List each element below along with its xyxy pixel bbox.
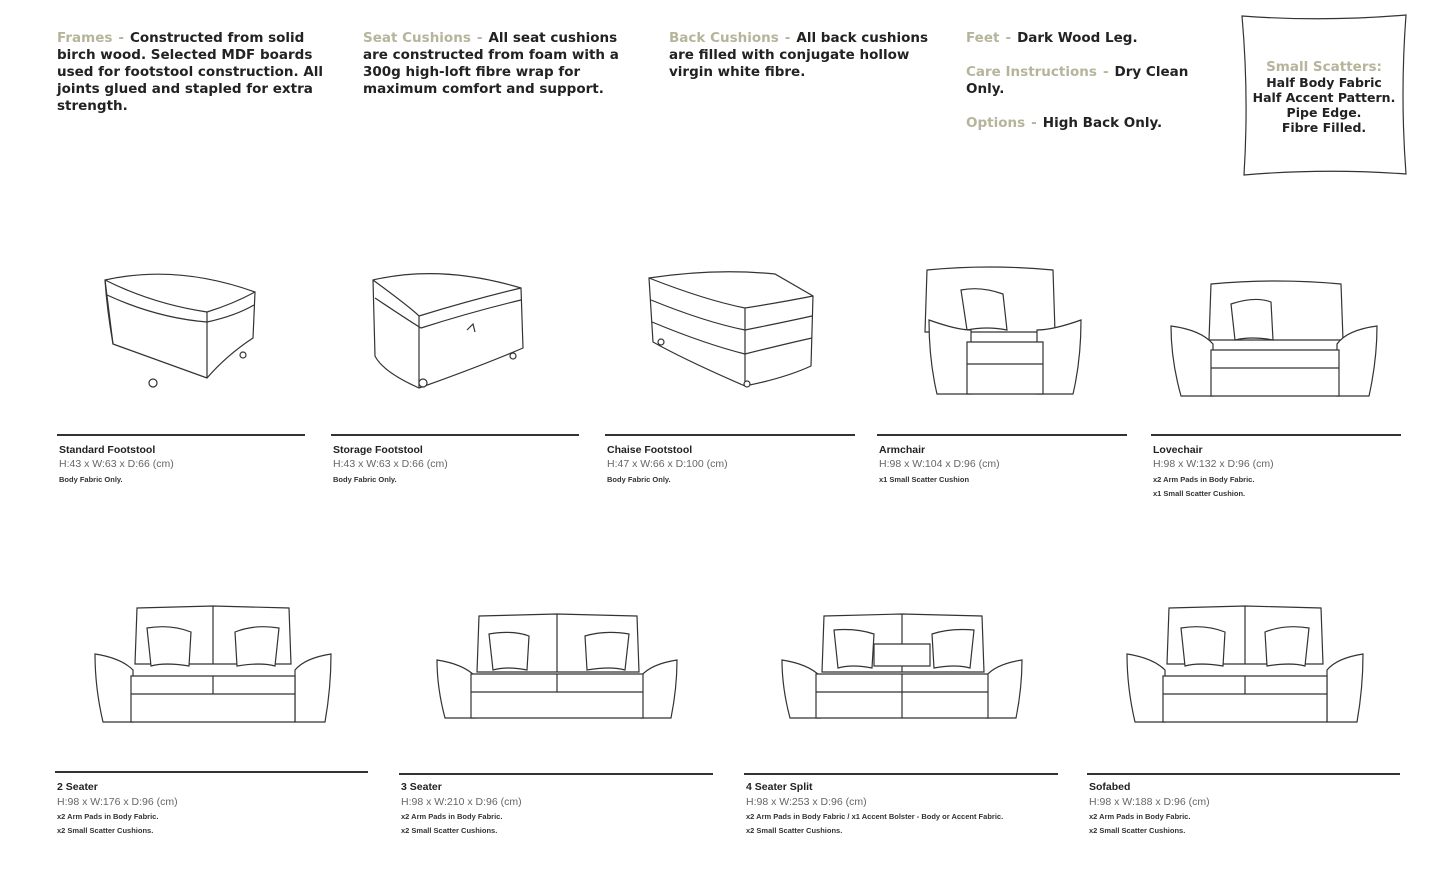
spec-separator: - <box>784 30 791 46</box>
product-dimensions: H:98 x W:253 x D:96 (cm) <box>746 796 867 808</box>
spec-frames-key: Frames <box>57 30 113 46</box>
product-name: Chaise Footstool <box>607 444 693 456</box>
small-scatters-line: Half Accent Pattern. <box>1252 90 1396 105</box>
product-name: 3 Seater <box>401 781 442 793</box>
product-name: Sofabed <box>1089 781 1131 793</box>
divider-rule <box>55 771 368 773</box>
product-dimensions: H:98 x W:104 x D:96 (cm) <box>879 458 1000 470</box>
product-note: Body Fabric Only. <box>333 475 397 484</box>
product-dimensions: H:98 x W:210 x D:96 (cm) <box>401 796 522 808</box>
divider-rule <box>1151 434 1401 436</box>
product-note: x2 Small Scatter Cushions. <box>1089 826 1186 835</box>
chaise-footstool-drawing <box>605 260 857 395</box>
product-note: x2 Small Scatter Cushions. <box>57 826 154 835</box>
product-standard-footstool <box>57 260 307 510</box>
product-note: x2 Small Scatter Cushions. <box>401 826 498 835</box>
spec-options-key: Options <box>966 115 1026 131</box>
small-scatters-text <box>1238 60 1410 135</box>
small-scatters-line: Half Body Fabric <box>1266 75 1382 90</box>
3-seater-drawing <box>399 598 715 728</box>
small-scatters-box <box>1238 12 1410 178</box>
product-note: Body Fabric Only. <box>59 475 123 484</box>
product-dimensions: H:47 x W:66 x D:100 (cm) <box>607 458 728 470</box>
spec-seat-text: All seat cushions are constructed from foam with a 300g high-loft fibre wrap for maximum comfort and support. <box>363 30 619 97</box>
spec-separator: - <box>1031 115 1037 131</box>
4-seater-split-drawing <box>744 598 1060 728</box>
product-note: x2 Arm Pads in Body Fabric. <box>1153 475 1255 484</box>
spec-options-text: High Back Only. <box>1042 115 1163 131</box>
product-4-seater-split <box>744 598 1060 843</box>
divider-rule <box>877 434 1127 436</box>
product-dimensions: H:43 x W:63 x D:66 (cm) <box>333 458 448 470</box>
product-name: Lovechair <box>1153 444 1203 456</box>
divider-rule <box>744 773 1058 775</box>
product-note: x2 Arm Pads in Body Fabric. <box>57 812 159 821</box>
storage-footstool-drawing <box>331 260 581 395</box>
spec-back-key: Back Cushions <box>669 30 779 46</box>
spec-feet-text: Dark Wood Leg. <box>1017 30 1138 46</box>
small-scatters-title: Small Scatters: <box>1266 59 1382 75</box>
product-2-seater <box>55 598 370 843</box>
product-note: x2 Arm Pads in Body Fabric. <box>1089 812 1191 821</box>
small-scatters-line: Pipe Edge. <box>1286 105 1362 120</box>
product-storage-footstool <box>331 260 581 510</box>
spec-feet <box>966 30 1231 47</box>
sofabed-drawing <box>1087 598 1402 728</box>
spec-separator: - <box>118 30 124 46</box>
divider-rule <box>331 434 579 436</box>
spec-seat-cushions <box>363 30 633 98</box>
product-name: Standard Footstool <box>59 444 156 456</box>
product-chaise-footstool <box>605 260 857 510</box>
product-armchair <box>877 260 1129 510</box>
divider-rule <box>57 434 305 436</box>
product-dimensions: H:98 x W:188 x D:96 (cm) <box>1089 796 1210 808</box>
spec-options <box>966 115 1231 132</box>
product-note: x2 Arm Pads in Body Fabric. <box>401 812 503 821</box>
spec-frames <box>57 30 337 115</box>
product-note: x1 Small Scatter Cushion. <box>1153 489 1246 498</box>
product-note: x2 Arm Pads in Body Fabric / x1 Accent Bolster - Body or Accent Fabric. <box>746 812 1004 821</box>
spec-care-key: Care Instructions <box>966 64 1097 80</box>
2-seater-drawing <box>55 598 370 728</box>
product-name: Storage Footstool <box>333 444 423 456</box>
spec-separator: - <box>1005 30 1012 46</box>
lovechair-drawing <box>1151 260 1403 400</box>
spec-feet-key: Feet <box>966 30 1000 46</box>
product-name: 2 Seater <box>57 781 98 793</box>
product-dimensions: H:43 x W:63 x D:66 (cm) <box>59 458 174 470</box>
product-note: x1 Small Scatter Cushion <box>879 475 970 484</box>
product-dimensions: H:98 x W:176 x D:96 (cm) <box>57 796 178 808</box>
spec-column-4 <box>966 30 1231 149</box>
product-name: Armchair <box>879 444 926 456</box>
spec-seat-key: Seat Cushions <box>363 30 471 46</box>
armchair-drawing <box>877 260 1129 400</box>
spec-separator: - <box>476 30 483 46</box>
divider-rule <box>605 434 855 436</box>
spec-care <box>966 64 1231 98</box>
spec-care-text: Dry Clean Only. <box>966 64 1189 97</box>
divider-rule <box>1087 773 1400 775</box>
product-dimensions: H:98 x W:132 x D:96 (cm) <box>1153 458 1274 470</box>
product-name: 4 Seater Split <box>746 781 813 793</box>
product-3-seater <box>399 598 715 843</box>
spec-back-text: All back cushions are filled with conjugate hollow virgin white fibre. <box>669 30 929 80</box>
spec-frames-text: Constructed from solid birch wood. Selected MDF boards used for footstool construction. All joints glued and stapled for extra strength. <box>57 30 324 114</box>
product-note: Body Fabric Only. <box>607 475 671 484</box>
product-note: x2 Small Scatter Cushions. <box>746 826 843 835</box>
spec-back-cushions <box>669 30 939 81</box>
spec-separator: - <box>1102 64 1109 80</box>
small-scatters-line: Fibre Filled. <box>1281 120 1367 135</box>
divider-rule <box>399 773 713 775</box>
product-lovechair <box>1151 260 1403 510</box>
standard-footstool-drawing <box>57 260 307 395</box>
product-sofabed <box>1087 598 1402 843</box>
